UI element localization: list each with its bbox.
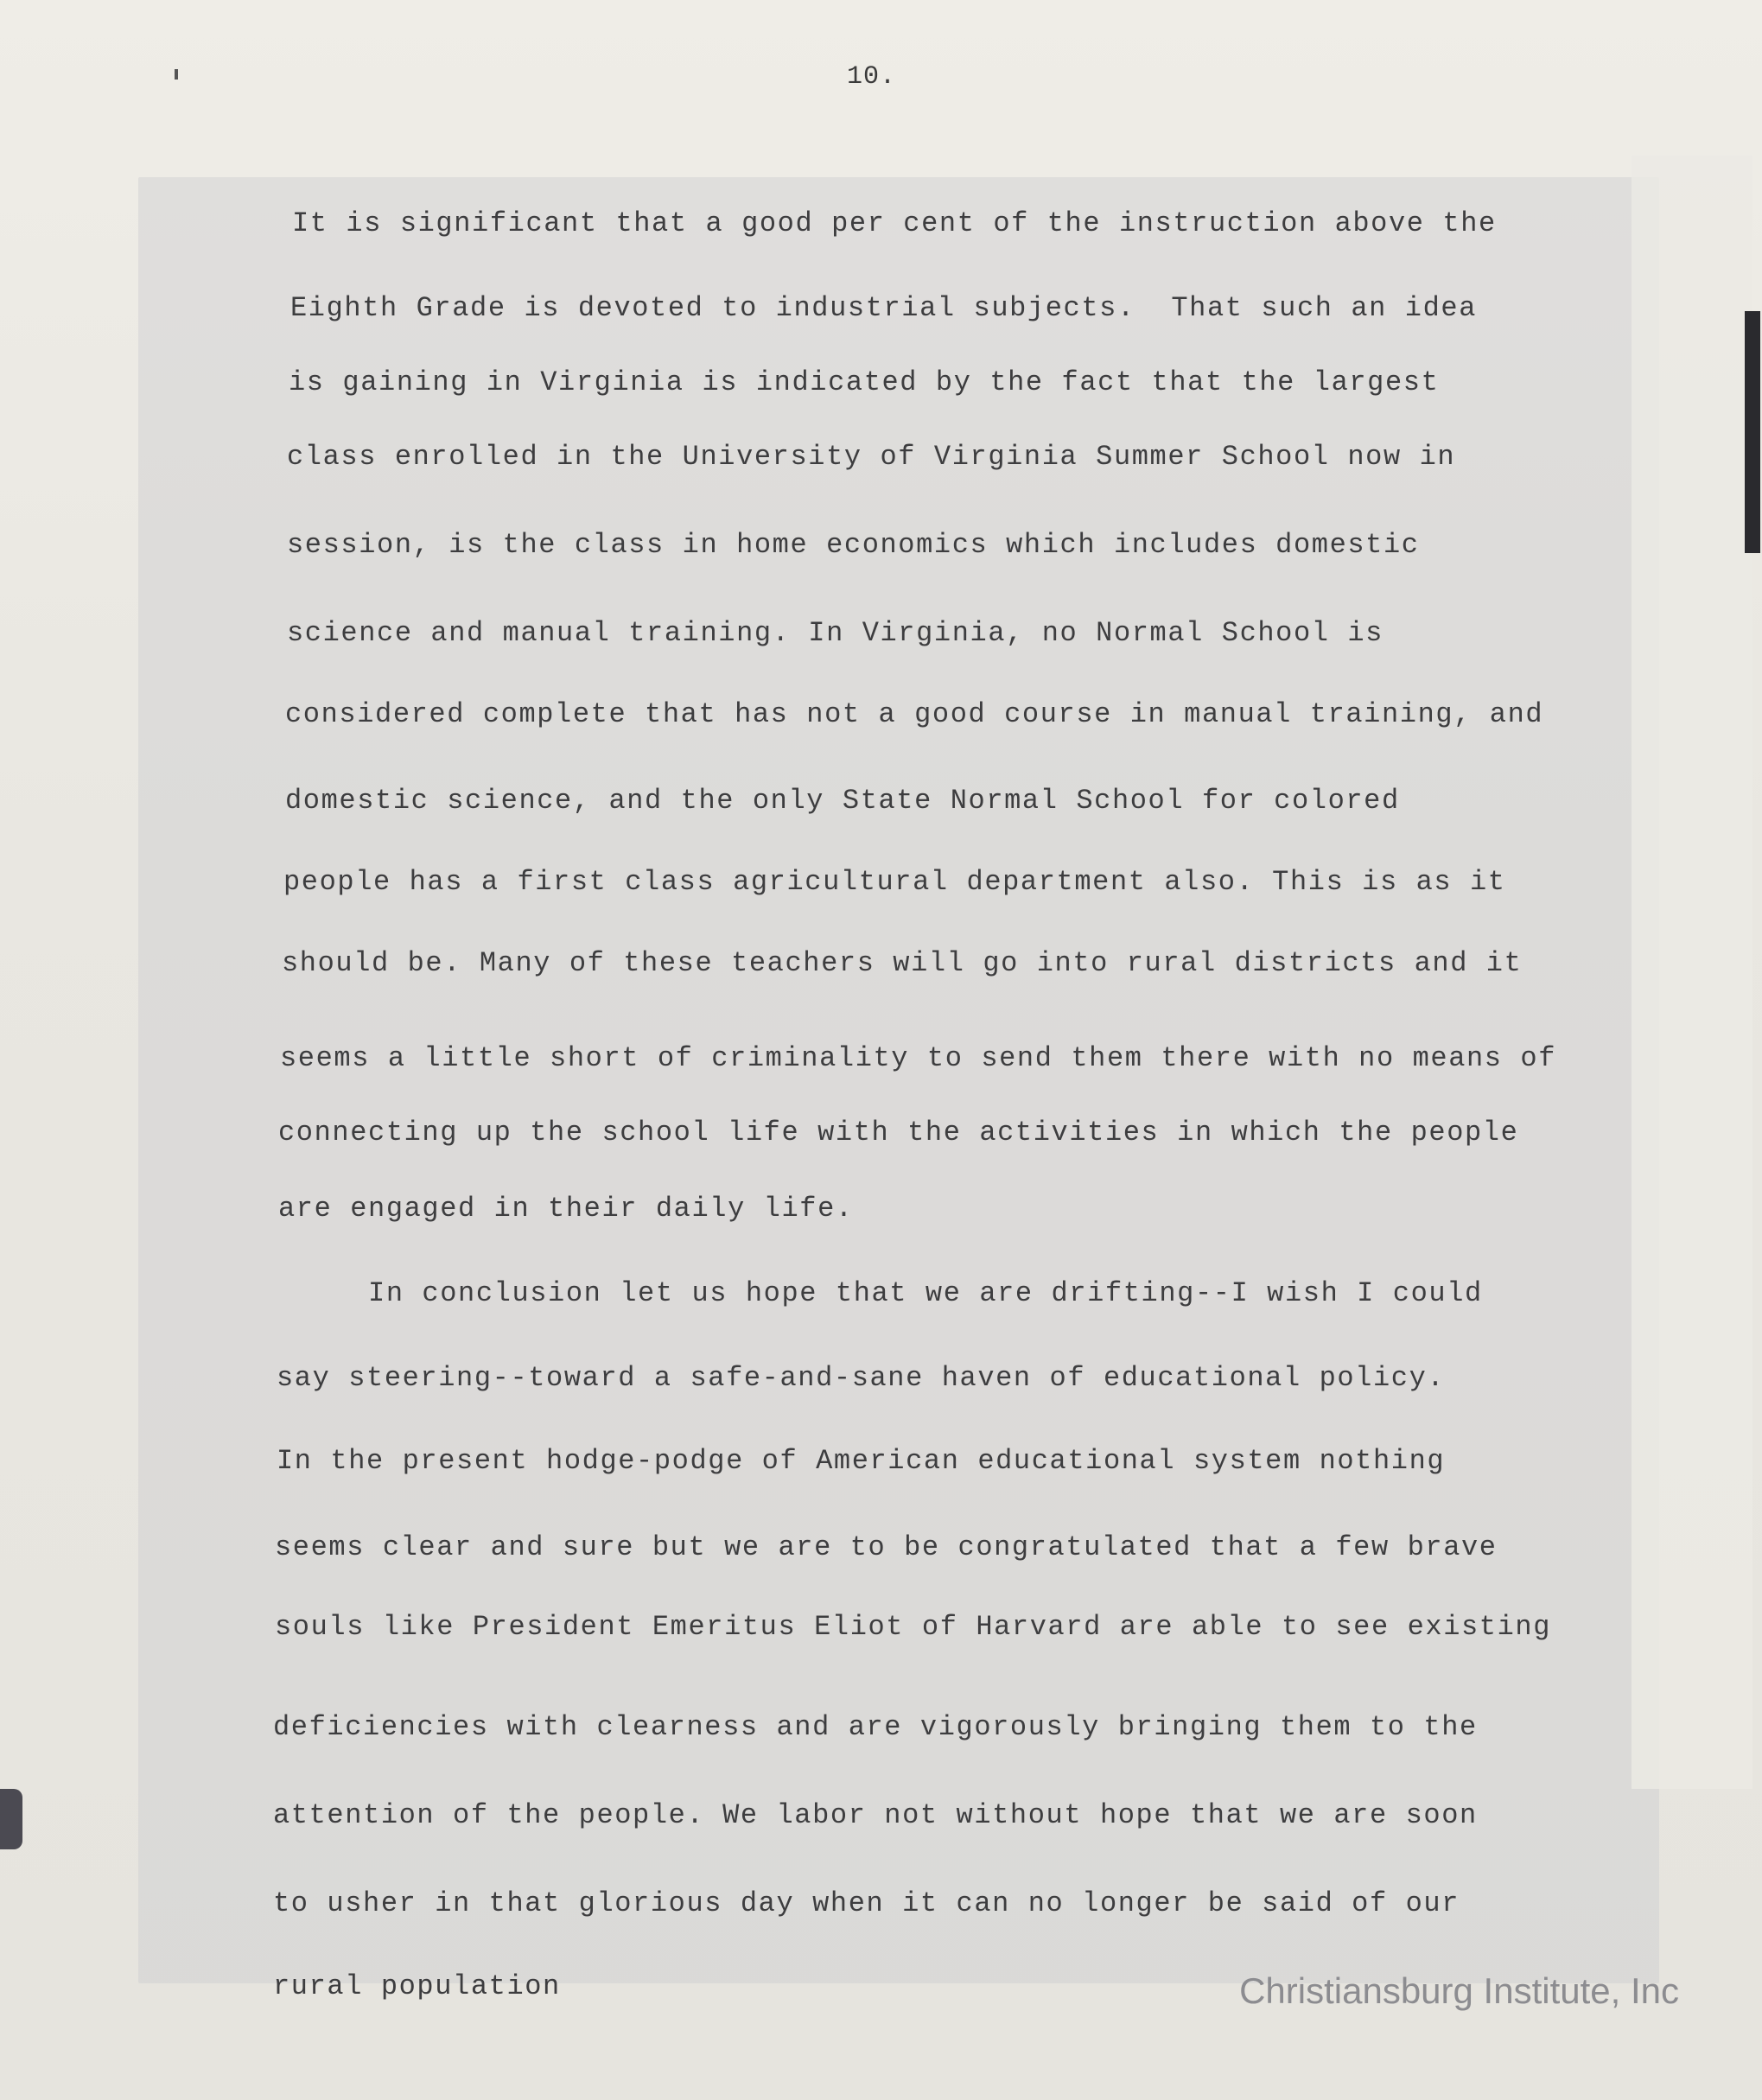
text-line: attention of the people. We labor not without hope that we are soon xyxy=(273,1799,1478,1831)
text-line: people has a first class agricultural department also. This is as it xyxy=(283,866,1506,898)
archive-watermark: Christiansburg Institute, Inc xyxy=(1239,1970,1679,2011)
text-line: session, is the class in home economics which includes domestic xyxy=(287,529,1420,561)
text-line: science and manual training. In Virginia, no Normal School is xyxy=(287,617,1384,649)
text-line: seems a little short of criminality to send them there with no means of xyxy=(280,1042,1557,1074)
text-line: seems clear and sure but we are to be congratulated that a few brave xyxy=(275,1531,1498,1563)
text-line: connecting up the school life with the activities in which the people xyxy=(278,1117,1519,1149)
text-line: is gaining in Virginia is indicated by the fact that the largest xyxy=(289,366,1440,398)
text-line: It is significant that a good per cent of the instruction above the xyxy=(292,207,1497,239)
text-line: should be. Many of these teachers will go into rural districts and it xyxy=(282,947,1523,979)
paper-edge-strip xyxy=(1632,156,1752,1789)
text-line: In the present hodge-podge of American educational system nothing xyxy=(277,1445,1446,1477)
text-line: say steering--toward a safe-and-sane haven of educational policy. xyxy=(277,1362,1446,1394)
edge-tape-mark xyxy=(1745,311,1760,553)
text-line: In conclusion let us hope that we are drifting--I wish I could xyxy=(278,1277,1483,1309)
text-line: considered complete that has not a good course in manual training, and xyxy=(285,698,1544,730)
text-line: Eighth Grade is devoted to industrial subjects. That such an idea xyxy=(290,292,1478,324)
text-line: are engaged in their daily life. xyxy=(278,1193,854,1225)
text-line: class enrolled in the University of Virginia Summer School now in xyxy=(287,441,1456,473)
text-line: deficiencies with clearness and are vigorously bringing them to the xyxy=(273,1711,1478,1743)
text-line: domestic science, and the only State Normal School for colored xyxy=(285,785,1400,817)
margin-mark xyxy=(175,69,178,80)
binding-notch xyxy=(0,1789,22,1849)
text-line: to usher in that glorious day when it can no longer be said of our xyxy=(273,1887,1460,1919)
page-number: 10. xyxy=(847,62,897,92)
text-line: souls like President Emeritus Eliot of Harvard are able to see existing xyxy=(275,1611,1552,1643)
text-line: rural population xyxy=(273,1970,561,2002)
